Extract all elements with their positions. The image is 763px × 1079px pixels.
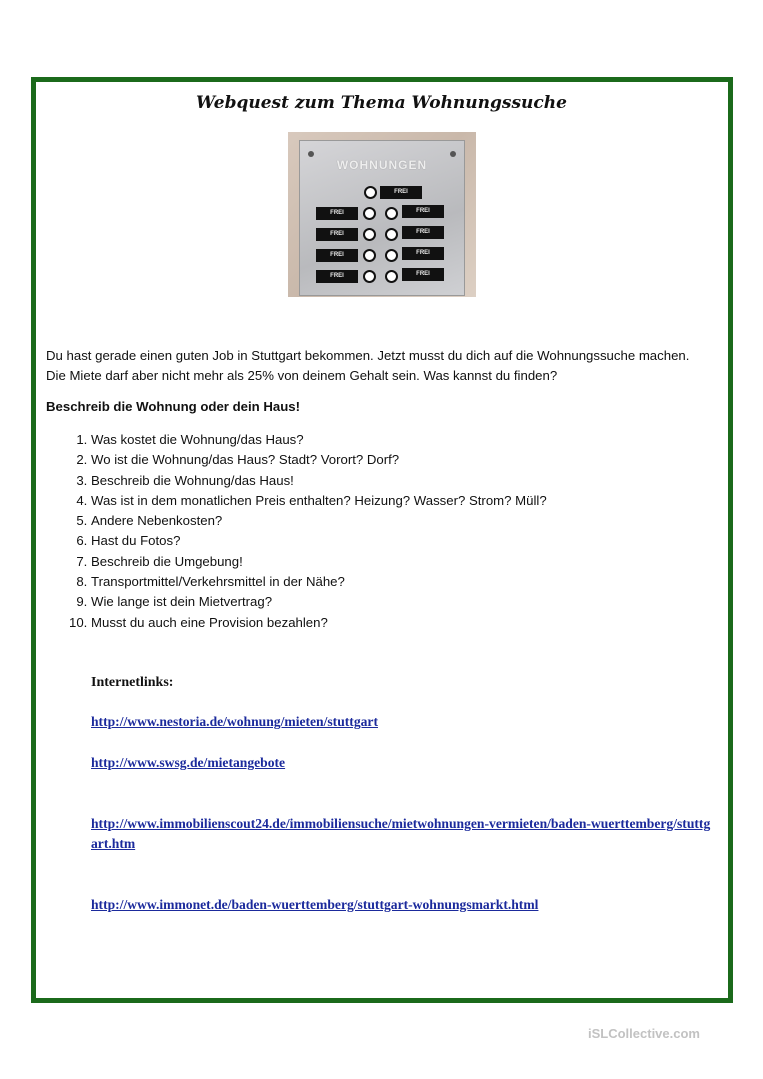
name-tag: FREI [402,247,444,260]
link-nestoria[interactable]: http://www.nestoria.de/wohnung/mieten/stuttgart [91,714,378,729]
page-title: Webquest zum Thema Wohnungssuche [196,93,567,113]
doorbell-plate [299,140,465,296]
name-tag: FREI [402,205,444,218]
link-immobilienscout24[interactable]: http://www.immobilienscout24.de/immobiliensuche/mietwohnungen-vermieten/baden-wuerttemberg/stuttgart.htm [91,816,711,851]
bell-button-icon [363,207,376,220]
list-item: 7. Beschreib die Umgebung! [91,552,547,572]
plate-label: WOHNUNGEN [336,158,428,172]
links-label: Internetlinks: [91,675,174,690]
bell-button-icon [385,207,398,220]
bell-button-icon [363,228,376,241]
screw-icon [308,151,314,157]
list-item: 4. Was ist in dem monatlichen Preis enthalten? Heizung? Wasser? Strom? Müll? [91,491,547,511]
question-list [46,430,547,633]
bell-button-icon [385,270,398,283]
list-item: 10. Musst du auch eine Provision bezahlen? [91,613,547,633]
list-item: 2. Wo ist die Wohnung/das Haus? Stadt? Vorort? Dorf? [91,450,547,470]
name-tag: FREI [316,207,358,220]
list-item: 3. Beschreib die Wohnung/das Haus! [91,471,547,491]
bell-button-icon [363,270,376,283]
name-tag: FREI [402,268,444,281]
name-tag: FREI [316,270,358,283]
doorbell-photo [288,132,476,297]
name-tag: FREI [402,226,444,239]
name-tag: FREI [380,186,422,199]
bell-button-icon [364,186,377,199]
section-heading: Beschreib die Wohnung oder dein Haus! [46,399,301,414]
link-immonet[interactable]: http://www.immonet.de/baden-wuerttemberg/stuttgart-wohnungsmarkt.html [91,897,539,912]
name-tag: FREI [316,228,358,241]
list-item: 8. Transportmittel/Verkehrsmittel in der Nähe? [91,572,547,592]
link-swsg[interactable]: http://www.swsg.de/mietangebote [91,755,286,770]
list-item: 9. Wie lange ist dein Mietvertrag? [91,592,547,612]
screw-icon [450,151,456,157]
bell-button-icon [385,249,398,262]
list-item: 6. Hast du Fotos? [91,531,547,551]
list-item: 5. Andere Nebenkosten? [91,511,547,531]
bell-button-icon [385,228,398,241]
watermark: iSLCollective.com [588,1026,700,1041]
bell-button-icon [363,249,376,262]
list-item: 1. Was kostet die Wohnung/das Haus? [91,430,547,450]
name-tag: FREI [316,249,358,262]
intro-paragraph: Du hast gerade einen guten Job in Stuttgart bekommen. Jetzt musst du dich auf die Wohnungssuche machen. Die Miete darf aber nicht mehr als 25% von deinem Gehalt sein. Was kannst du finden? [46,348,690,383]
